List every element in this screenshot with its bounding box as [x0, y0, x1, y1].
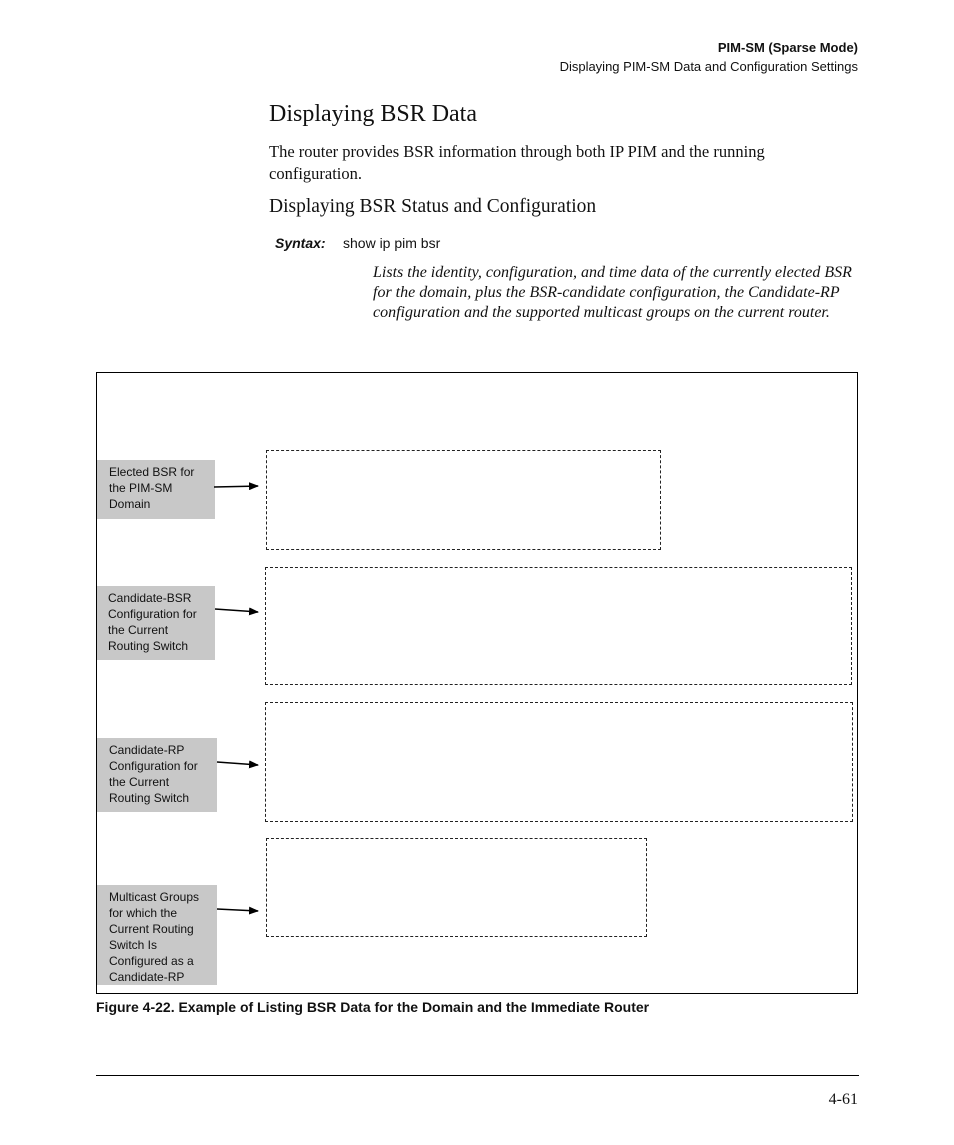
- callout-multicast-groups: Multicast Groups for which the Current Routing Switch Is Configured as a Candidate-RP: [97, 885, 217, 985]
- multicast-groups-output-region: [266, 838, 647, 937]
- footer-rule: [96, 1075, 859, 1076]
- syntax-label: Syntax:: [275, 235, 326, 251]
- syntax-description: Lists the identity, configuration, and time data of the currently elected BSR for the domain, plus the BSR-candidate configuration, the Candidate-RP configuration and the supported multicast groups on the current router.: [373, 264, 852, 321]
- candidate-rp-output-region: [265, 702, 853, 822]
- elected-bsr-output-region: [266, 450, 661, 550]
- callout-elected-bsr: Elected BSR for the PIM-SM Domain: [97, 460, 215, 519]
- callout-candidate-rp: Candidate-RP Configuration for the Current Routing Switch: [97, 738, 217, 812]
- intro-paragraph: The router provides BSR information through both IP PIM and the running configuration.: [269, 142, 765, 183]
- candidate-bsr-output-region: [265, 567, 852, 685]
- page-number: 4-61: [828, 1091, 858, 1108]
- subsection-title: Displaying BSR Status and Configuration: [269, 196, 597, 217]
- running-header-section: Displaying PIM-SM Data and Configuration Settings: [559, 59, 858, 74]
- figure-caption: Figure 4-22. Example of Listing BSR Data for the Domain and the Immediate Router: [96, 999, 650, 1015]
- syntax-command: show ip pim bsr: [343, 235, 441, 251]
- running-header-chapter: PIM-SM (Sparse Mode): [717, 40, 858, 55]
- section-title: Displaying BSR Data: [269, 101, 477, 127]
- callout-candidate-bsr: Candidate-BSR Configuration for the Current Routing Switch: [97, 586, 215, 660]
